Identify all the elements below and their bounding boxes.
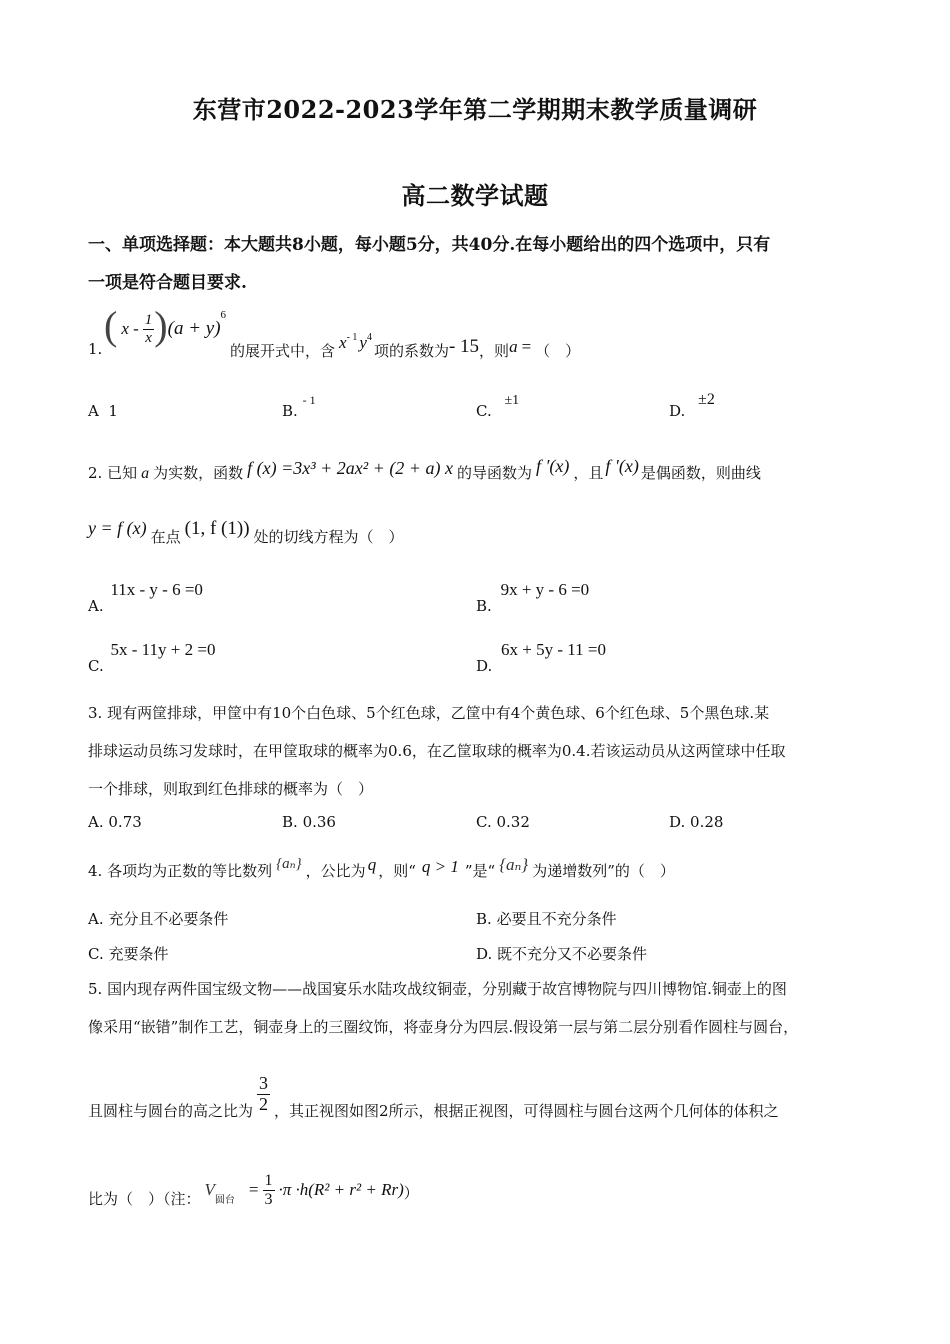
q3-line3: 一个排球，则取到红色排球的概率为（ ）	[88, 780, 374, 798]
document-subtitle: 高二数学试题	[401, 181, 549, 210]
q1-option-c[interactable]: C. ±1	[476, 393, 520, 420]
q3-option-a[interactable]: A. 0.73	[88, 813, 142, 831]
q2-line1: 2. 已知 a 为实数，函数 f (x) =3x³ + 2ax² + (2 + a) x 的导函数为 f ′(x) ，且 f ′(x) 是偶函数，则曲线	[88, 456, 761, 482]
q5-line4: 比为（ ）（注： V $_{圆台}$ = $\frac{1}{3}$ ·π ·h(R² + r² + Rr) ）	[88, 1172, 419, 1208]
q1-fraction: $\frac{1}{x}$	[144, 312, 153, 346]
q2-option-a[interactable]: A. 11x - y - 6 =0	[88, 580, 203, 615]
q4-line: 4. 各项均为正数的等比数列 {aₙ} ，公比为 q ，则“ q > 1 ”是“ {aₙ} 为递增数列”的（ ）	[88, 855, 675, 880]
q1-power: 6	[220, 309, 227, 321]
q2-option-b[interactable]: B. 9x + y - 6 =0	[476, 580, 590, 615]
q2-line2: y = f (x) 在点 (1, f (1)) 处的切线方程为（ ）	[88, 518, 404, 546]
q1-text: 的展开式中，含 x $^{- 1}$ y $^4$ 项的系数为 - 15 ，则 a = （ ）	[230, 332, 581, 360]
q5-line2: 像采用“嵌错”制作工艺，铜壶身上的三圈纹饰，将壶身分为四层.假设第一层与第二层分别看作圆柱与圆台，	[88, 1018, 799, 1036]
q1-expr-ay: (a + y)	[167, 318, 221, 339]
section-heading-line1: 一、单项选择题：本大题共8小题，每小题5分，共40分.在每小题给出的四个选项中，只有	[88, 235, 771, 255]
q1-number: 1.	[88, 340, 103, 358]
document-title: 东营市2022-2023学年第二学期期末教学质量调研	[192, 95, 758, 124]
q1-option-b[interactable]: B. $^{- 1}$	[282, 393, 316, 420]
q1-expression: ( x - $\frac{1}{x}$ ) (a + y) $^6$	[104, 302, 227, 348]
q4-option-d[interactable]: D. 既不充分又不必要条件	[476, 945, 648, 963]
q1-expr-x: x -	[121, 319, 139, 338]
q2-function: f (x) =3x³ + 2ax² + (2 + a) x	[247, 458, 453, 478]
q5-volume-fraction: $\frac{1}{3}$	[264, 1172, 273, 1208]
q3-line2: 排球运动员练习发球时，在甲筐取球的概率为0.6，在乙筐取球的概率为0.4.若该运动员从这两筐球中任取	[88, 742, 786, 760]
q2-option-d[interactable]: D. 6x + 5y - 11 =0	[476, 640, 607, 675]
q1-option-d[interactable]: D. ±2	[669, 391, 715, 420]
q3-option-c[interactable]: C. 0.32	[476, 813, 530, 831]
q3-line1: 3. 现有两筐排球，甲筐中有10个白色球、5个红色球，乙筐中有4个黄色球、6个红色球、5个黑色球.某	[88, 704, 770, 722]
q5-line1: 5. 国内现存两件国宝级文物——战国宴乐水陆攻战纹铜壶，分别藏于故宫博物院与四川博物馆.铜壶上的图	[88, 980, 787, 998]
q2-option-c[interactable]: C. 5x - 11y + 2 =0	[88, 640, 216, 675]
q4-option-c[interactable]: C. 充要条件	[88, 945, 169, 963]
section-heading-line2: 一项是符合题目要求.	[88, 273, 247, 293]
q5-line3: 且圆柱与圆台的高之比为 $\frac{3}{2}$ ，其正视图如图2所示，根据正视图，可得圆柱与圆台这两个几何体的体积之	[88, 1073, 779, 1120]
q4-option-b[interactable]: B. 必要且不充分条件	[476, 910, 617, 928]
q4-option-a[interactable]: A. 充分且不必要条件	[88, 910, 229, 928]
q3-option-b[interactable]: B. 0.36	[282, 813, 336, 831]
q5-ratio: $\frac{3}{2}$	[259, 1073, 269, 1114]
q1-option-a[interactable]: A 1	[88, 402, 118, 420]
q3-option-d[interactable]: D. 0.28	[669, 813, 724, 831]
